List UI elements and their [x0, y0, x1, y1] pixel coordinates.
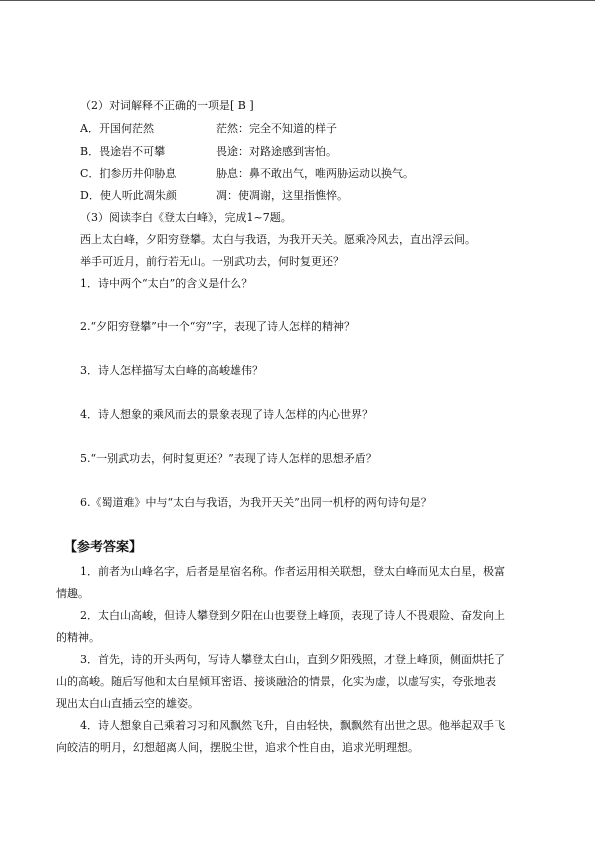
option-d-phrase: D．使人听此凋朱颜: [80, 189, 177, 202]
answer-line: 的精神。: [56, 631, 100, 644]
poem-line-2: 举手可近月，前行若无山。一别武功去，何时复更还？: [80, 255, 344, 268]
sub-question-3: 3．诗人怎样描写太白峰的高峻雄伟？: [80, 364, 263, 377]
option-d-explanation: 凋：使凋谢，这里指憔悴。: [216, 189, 348, 202]
answers-heading: 【参考答案】: [64, 540, 143, 555]
answer-line: 情趣。: [56, 587, 89, 600]
sub-question-4: 4．诗人想象的乘风而去的景象表现了诗人怎样的内心世界？: [80, 408, 373, 421]
answer-line: 山的高峻。随后写他和太白星倾耳密语、接谈融洽的情景，化实为虚，以虚写实，夸张地表: [56, 675, 496, 688]
option-b-explanation: 畏途：对路途感到害怕。: [216, 145, 337, 158]
question-2-stem: （2）对词解释不正确的一项是[ B ]: [80, 99, 254, 112]
sub-question-1: 1．诗中两个“太白”的含义是什么？: [80, 277, 253, 290]
answer-line: 向皎洁的明月，幻想超离人间，摆脱尘世，追求个性自由，追求光明理想。: [56, 741, 419, 754]
answer-line: 1．前者为山峰名字，后者是星宿名称。作者运用相关联想，登太白峰而见太白星，极富: [80, 565, 505, 578]
sub-question-6: 6.《蜀道难》中与“太白与我语，为我开天关”出同一机杼的两句诗句是？: [80, 496, 432, 509]
option-a-explanation: 茫然：完全不知道的样子: [216, 122, 337, 135]
answer-line: 3．首先，诗的开头两句，写诗人攀登太白山，直到夕阳残照，才登上峰顶，侧面烘托了: [80, 653, 505, 666]
question-3-stem: （3）阅读李白《登太白峰》，完成1~7题。: [80, 211, 292, 224]
option-a-phrase: A．开国何茫然: [80, 122, 154, 135]
sub-question-2: 2.“夕阳穷登攀”中一个“穷”字，表现了诗人怎样的精神？: [80, 320, 355, 333]
option-c-phrase: C．扪参历井仰胁息: [80, 167, 177, 180]
sub-question-5: 5.“一别武功去，何时复更还？”表现了诗人怎样的思想矛盾？: [80, 452, 377, 465]
option-c-explanation: 胁息：鼻不敢出气，唯两胁运动以换气。: [216, 167, 414, 180]
answer-line: 2．太白山高峻，但诗人攀登到夕阳在山也要登上峰顶，表现了诗人不畏艰险、奋发向上: [80, 609, 505, 622]
answer-line: 4．诗人想象自己乘着习习和风飘然飞升，自由轻快，飘飘然有出世之思。他举起双手飞: [80, 719, 505, 732]
page-top-rule: [0, 0, 595, 1]
poem-line-1: 西上太白峰，夕阳穷登攀。太白与我语，为我开天关。愿乘冷风去，直出浮云间。: [80, 233, 476, 246]
answer-line: 现出太白山直插云空的雄姿。: [56, 697, 199, 710]
option-b-phrase: B．畏途岩不可攀: [80, 145, 166, 158]
